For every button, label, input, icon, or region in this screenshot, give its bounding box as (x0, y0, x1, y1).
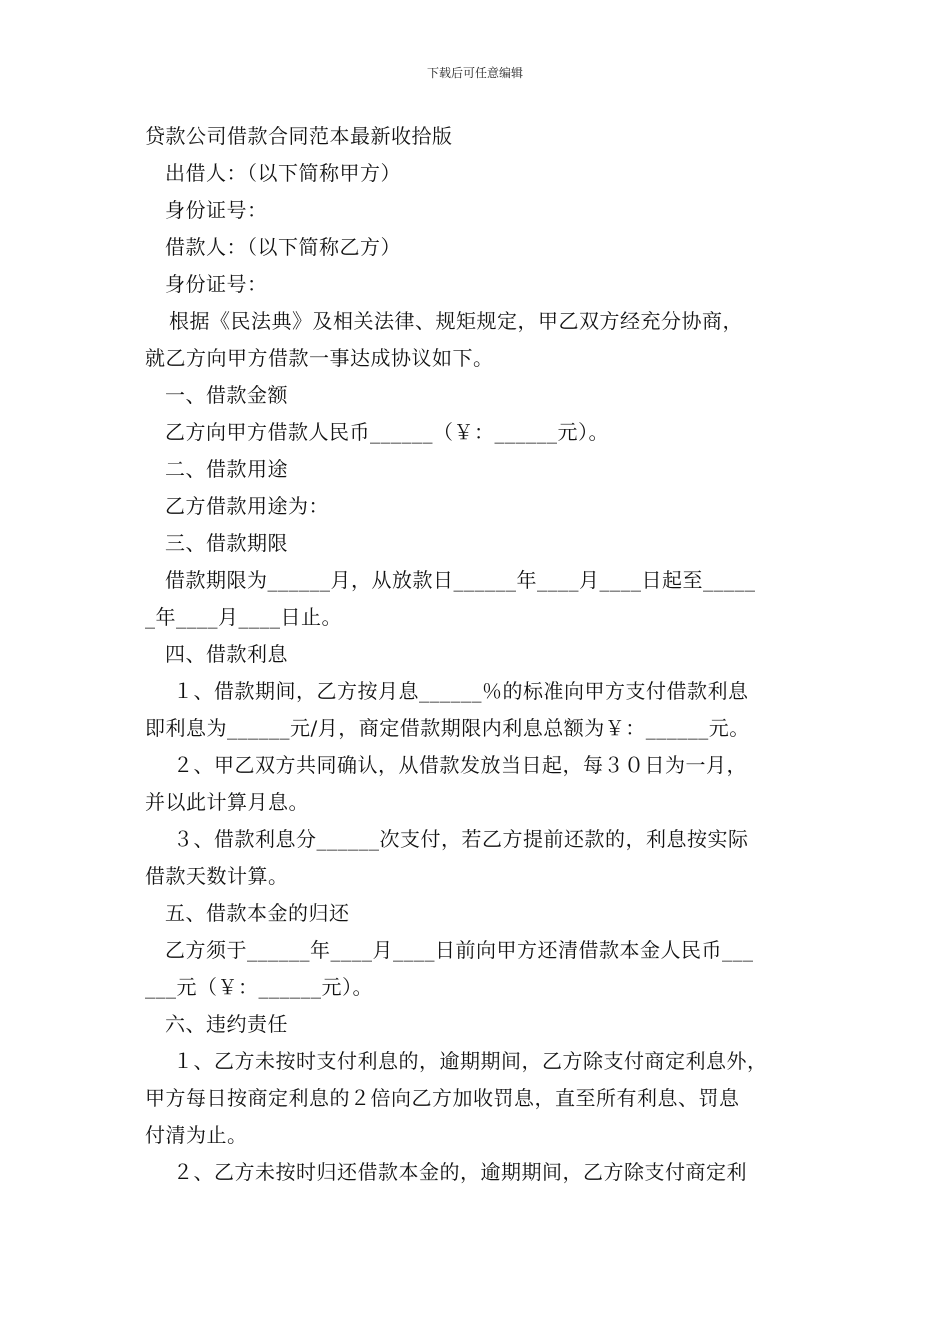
borrower-line: 借款人：（以下简称乙方） (165, 235, 401, 259)
section-heading: 一、借款金额 (165, 383, 288, 407)
page-header-note: 下载后可任意编辑 (426, 66, 523, 80)
section-heading: 二、借款用途 (165, 457, 288, 481)
paragraph-line: 乙方借款用途为： (165, 494, 329, 518)
section-heading: 六、违约责任 (165, 1012, 288, 1036)
clause-line: 甲方每日按商定利息的２倍向乙方加收罚息，直至所有利息、罚息 (145, 1086, 740, 1110)
paragraph-line: ___元（￥：______元）。 (145, 975, 373, 999)
paragraph-line: 根据《民法典》及相关法律、规矩规定，甲乙双方经充分协商， (169, 309, 743, 333)
clause-line: ２、乙方未按时归还借款本金的，逾期期间，乙方除支付商定利 (173, 1160, 747, 1184)
borrower-id-line: 身份证号： (165, 272, 268, 296)
paragraph-line: _年____月____日止。 (145, 605, 342, 629)
clause-line: １、借款期间，乙方按月息______％的标准向甲方支付借款利息 (173, 679, 749, 703)
lender-line: 出借人：（以下简称甲方） (165, 161, 401, 185)
paragraph-line: 就乙方向甲方借款一事达成协议如下。 (145, 346, 494, 370)
clause-line: １、乙方未按时支付利息的，逾期期间，乙方除支付商定利息外， (173, 1049, 768, 1073)
clause-line: 付清为止。 (145, 1123, 248, 1147)
section-heading: 三、借款期限 (165, 531, 288, 555)
paragraph-line: 借款期限为______月，从放款日______年____月____日起至_____ (165, 568, 756, 592)
paragraph-line: 乙方须于______年____月____日前向甲方还清借款本金人民币___ (165, 938, 754, 962)
clause-line: ３、借款利息分______次支付，若乙方提前还款的，利息按实际 (173, 827, 749, 851)
section-heading: 五、借款本金的归还 (165, 901, 350, 925)
document-title: 贷款公司借款合同范本最新收拾版 (145, 124, 453, 148)
paragraph-line: 乙方向甲方借款人民币______（￥：______元）。 (165, 420, 609, 444)
clause-line: ２、甲乙双方共同确认，从借款发放当日起，每３０日为一月， (173, 753, 747, 777)
document-body (145, 118, 825, 1191)
clause-line: 借款天数计算。 (145, 864, 289, 888)
section-heading: 四、借款利息 (165, 642, 288, 666)
clause-line: 即利息为______元/月，商定借款期限内利息总额为￥：______元。 (145, 716, 750, 740)
lender-id-line: 身份证号： (165, 198, 268, 222)
clause-line: 并以此计算月息。 (145, 790, 309, 814)
